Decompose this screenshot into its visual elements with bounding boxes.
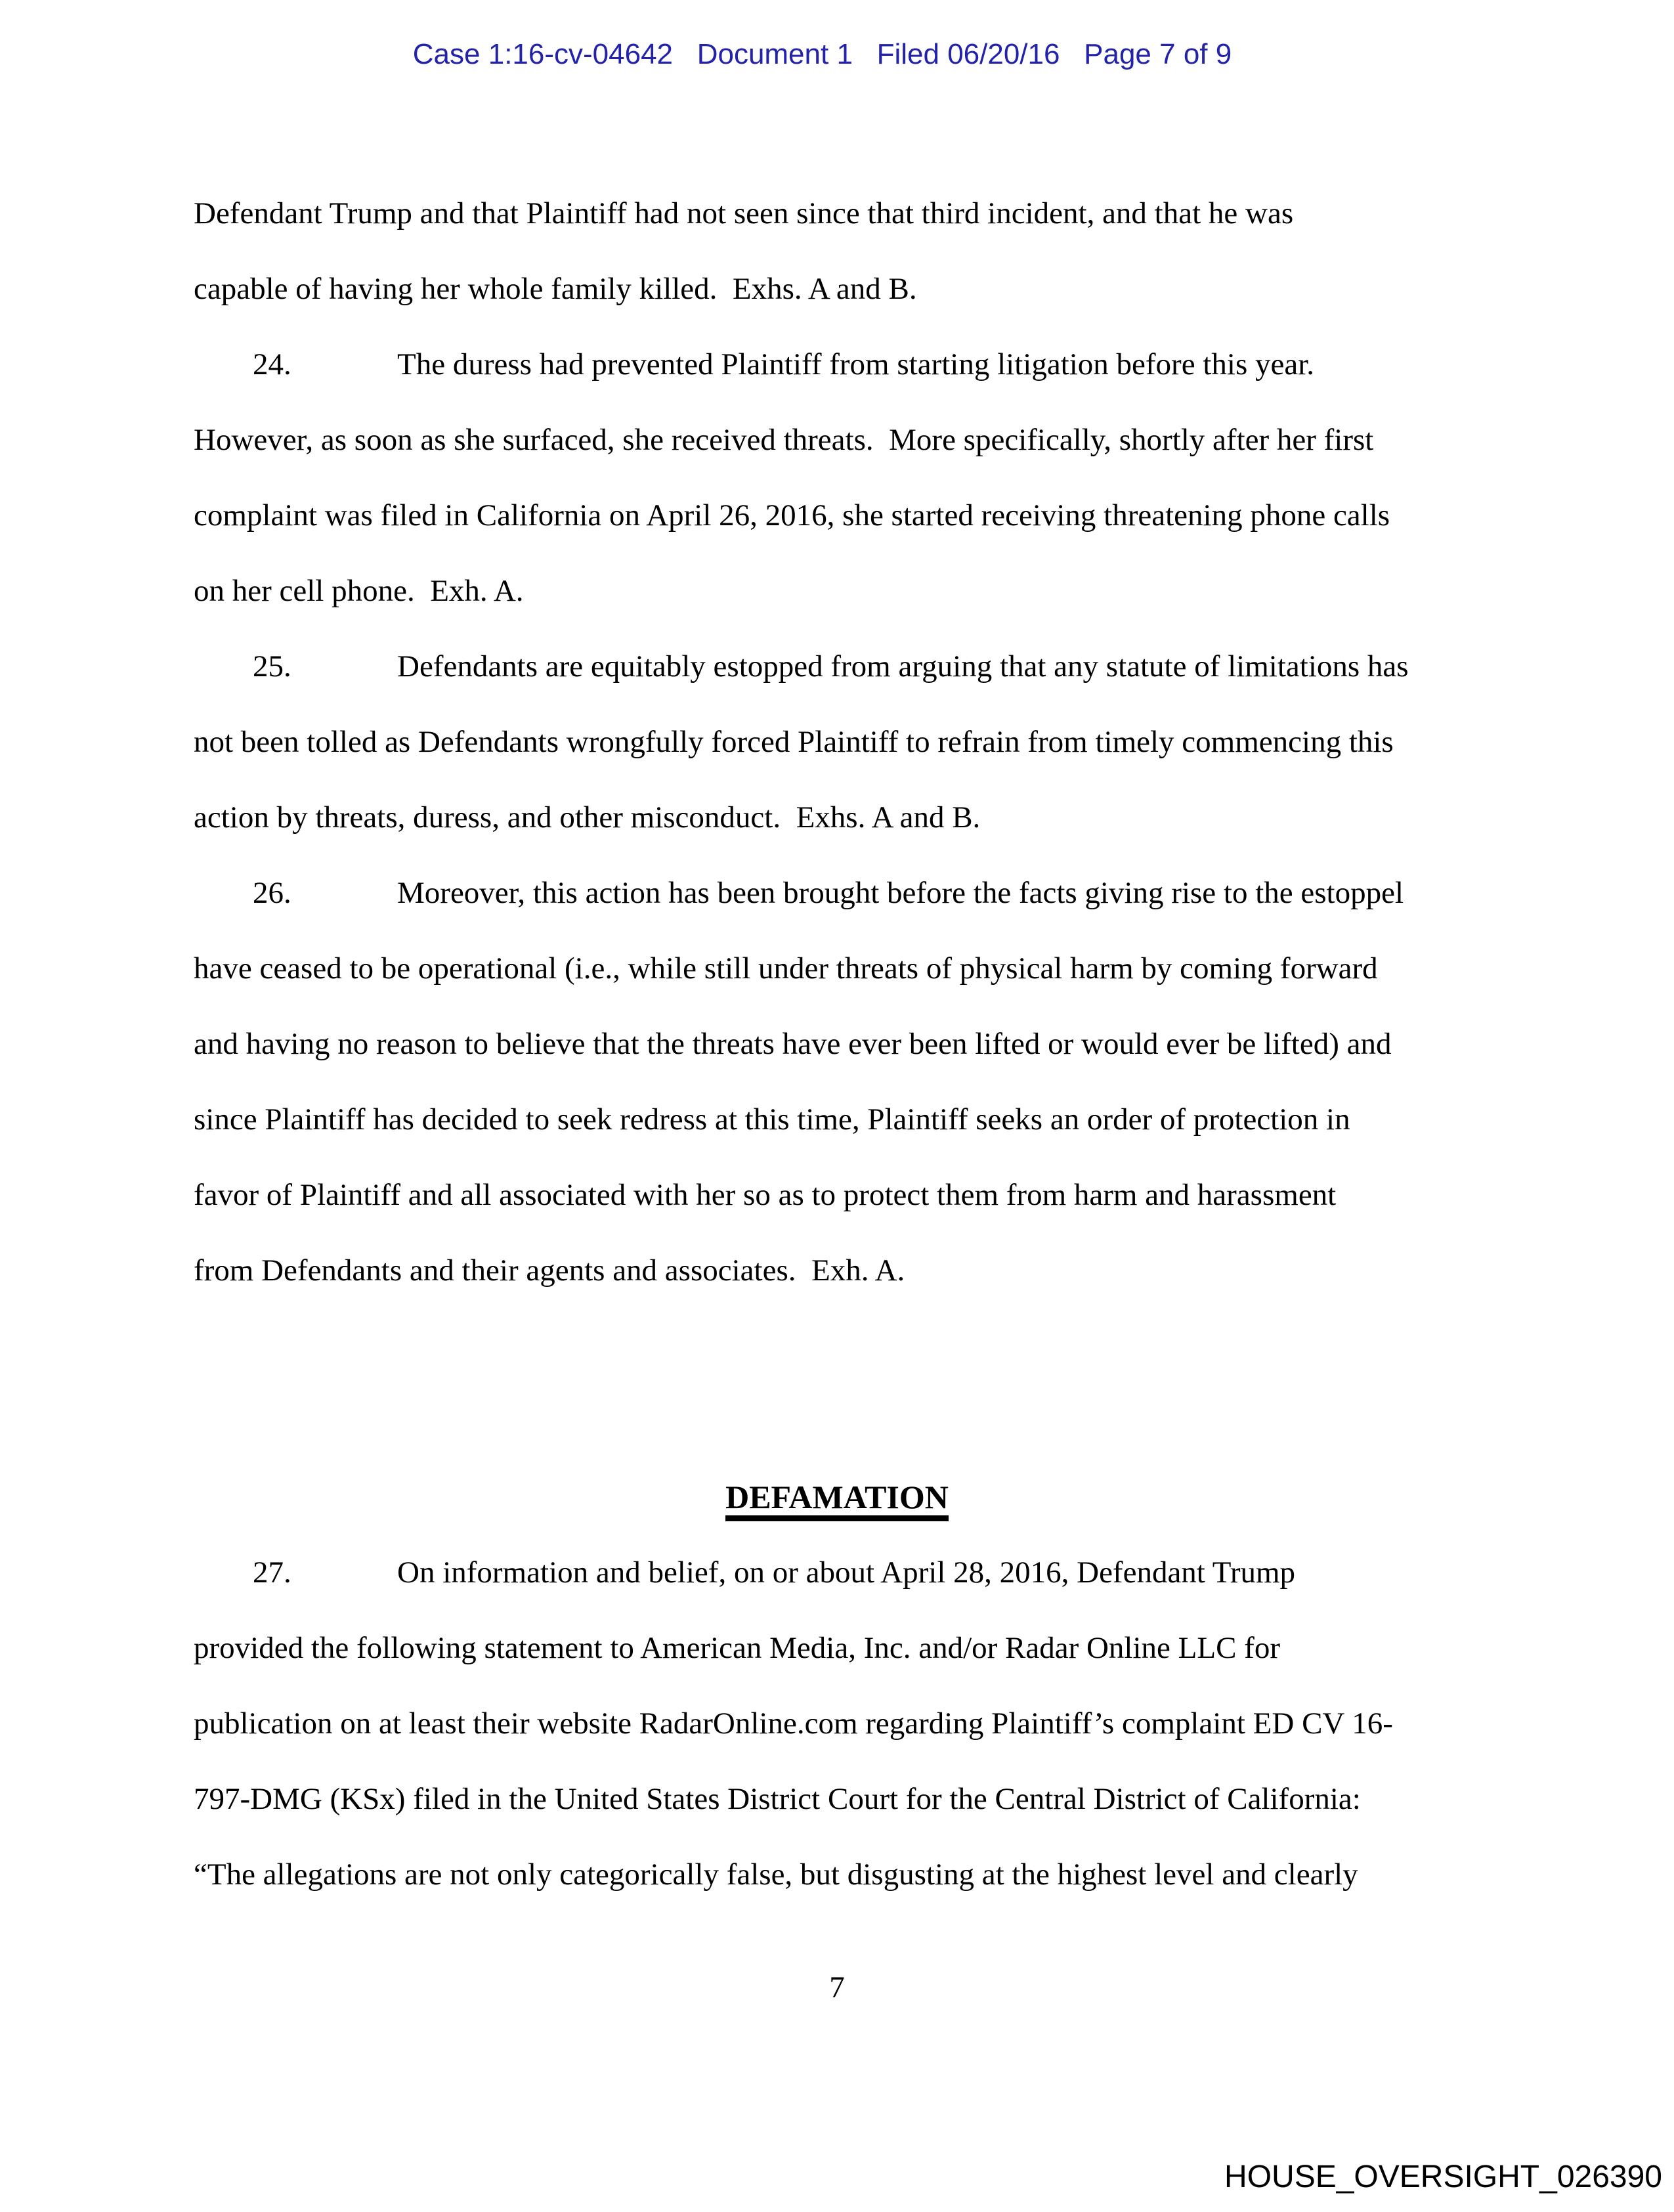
section-heading [194,1460,1480,1535]
paragraph-line: “The allegations are not only categorically false, but disgusting at the highest level and clearly [194,1857,1358,1892]
paragraph-number: 27. [253,1555,291,1590]
paragraph-line: on her cell phone. Exh. A. [194,574,524,608]
paragraph-first-line [194,856,1480,931]
paragraph-text: On information and belief, on or about April 28, 2016, Defendant Trump [397,1555,1296,1590]
paragraph-line: action by threats, duress, and other misconduct. Exhs. A and B. [194,800,981,835]
bates-stamp: HOUSE_OVERSIGHT_026390 [1224,2159,1662,2194]
paragraph-number: 26. [253,876,291,910]
paragraph-line: However, as soon as she surfaced, she received threats. More specifically, shortly after her first [194,423,1374,457]
section-heading-text: DEFAMATION [725,1479,949,1521]
paragraph-text: The duress had prevented Plaintiff from starting litigation before this year. [397,347,1315,381]
page-number: 7 [829,1970,845,2005]
paragraph-number: 25. [253,649,291,683]
paragraph-first-line [194,1535,1480,1611]
paragraph-line: have ceased to be operational (i.e., while still under threats of physical harm by coming forward [194,951,1378,986]
paragraph-line: Defendant Trump and that Plaintiff had not seen since that third incident, and that he was [194,196,1294,230]
paragraph-line: from Defendants and their agents and associates. Exh. A. [194,1253,905,1288]
blank-line [194,1384,1480,1460]
paragraph-line: favor of Plaintiff and all associated with her so as to protect them from harm and harassment [194,1178,1337,1212]
case-caption-header: Case 1:16-cv-04642 Document 1 Filed 06/20/16 Page 7 of 9 [412,38,1232,70]
paragraph-line: provided the following statement to American Media, Inc. and/or Radar Online LLC for [194,1631,1280,1665]
paragraph-line: capable of having her whole family killed. Exhs. A and B. [194,272,917,306]
paragraph-line: since Plaintiff has decided to seek redress at this time, Plaintiff seeks an order of protection in [194,1102,1350,1137]
paragraph-line: publication on at least their website RadarOnline.com regarding Plaintiff’s complaint ED CV 16- [194,1706,1393,1741]
blank-line [194,1309,1480,1384]
paragraph-line: 797-DMG (KSx) filed in the United States District Court for the Central District of California: [194,1782,1361,1816]
paragraph-line: and having no reason to believe that the threats have ever been lifted or would ever be lifted) and [194,1027,1392,1061]
paragraph-number: 24. [253,347,291,381]
paragraph-first-line [194,629,1480,705]
paragraph-first-line [194,327,1480,402]
paragraph-line: not been tolled as Defendants wrongfully forced Plaintiff to refrain from timely commencing this [194,725,1394,759]
paragraph-text: Defendants are equitably estopped from arguing that any statute of limitations has [397,649,1409,683]
document-body [194,176,1480,1913]
paragraph-line: complaint was filed in California on April 26, 2016, she started receiving threatening phone calls [194,498,1390,532]
paragraph-text: Moreover, this action has been brought before the facts giving rise to the estoppel [397,876,1404,910]
